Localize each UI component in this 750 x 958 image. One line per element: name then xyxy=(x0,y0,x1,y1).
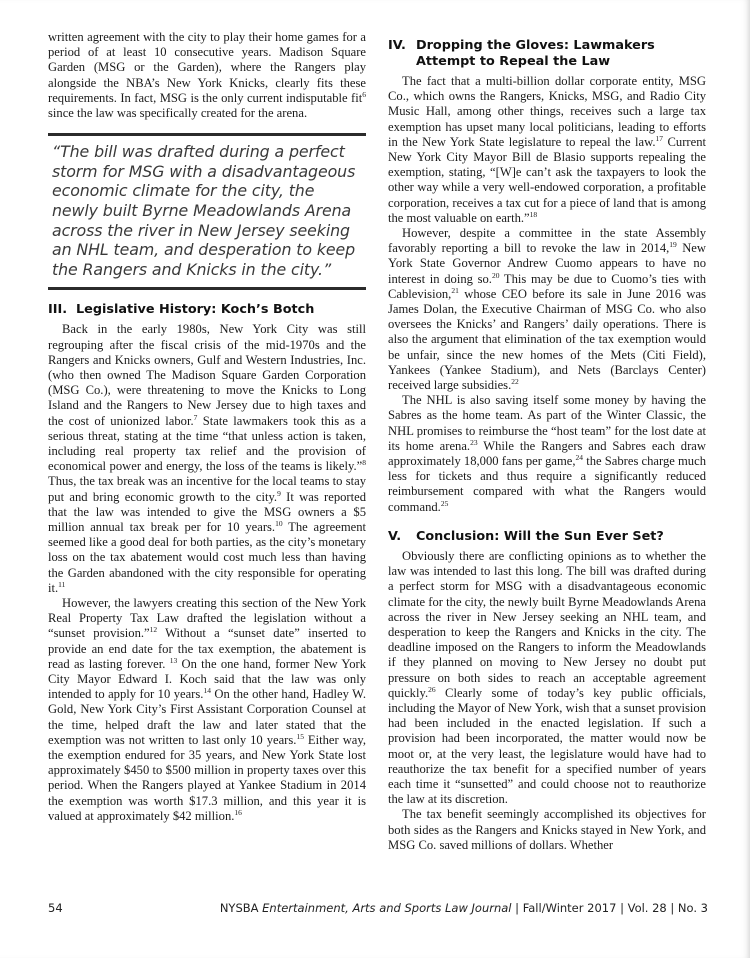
text-run: State lawmakers took this as a serious threat, stating at the time “that unless action is taken, including real property tax relief and the provision of economical power and energy, the loss of the teams is likely.” xyxy=(48,413,367,474)
paragraph xyxy=(388,549,706,807)
section-number: V. xyxy=(388,528,402,544)
text-run: While the Rangers and Sabres each draw approximately 18,000 fans per game, xyxy=(388,438,706,469)
footnote-ref: 18 xyxy=(529,209,538,219)
footnote-ref: 15 xyxy=(296,731,304,741)
text-run: The NHL is also saving itself some money by having the Sabres as the home team. As part of the Winter Classic, the NHL promises to reimburse the “host team” for the lost date at its home arena. xyxy=(388,393,706,453)
section-title: Conclusion: Will the Sun Ever Set? xyxy=(416,528,664,544)
paragraph xyxy=(388,807,706,853)
text-run: the Sabres charge much less for tickets and thus require a significantly reduced reimbursement compared with what the Rangers would command. xyxy=(388,454,706,514)
page-number: 54 xyxy=(48,901,63,915)
right-column xyxy=(388,30,706,853)
text-run: On the other hand, Hadley W. Gold, New York City’s First Assistant Corporation Counsel at the time, helped draft the law and later stated that the exemption was not written to last only 10 years. xyxy=(48,687,366,747)
footnote-ref: 11 xyxy=(58,579,66,589)
journal-title: Entertainment, Arts and Sports Law Journal xyxy=(262,901,512,915)
section-heading-v xyxy=(388,529,706,545)
journal-prefix: NYSBA xyxy=(219,901,263,915)
continued-paragraph xyxy=(48,30,366,121)
pull-quote: “The bill was drafted during a perfect storm for MSG with a disadvantageous economic climate for the city, the newly built Byrne Meadowlands Arena across the river in New Jersey seeking an NHL team, and desperation to keep the Rangers and Knicks in the city.” xyxy=(48,133,366,290)
paragraph xyxy=(48,596,366,824)
text-run: Thus, the tax break was an incentive for the local teams to stay put and bring economic growth to the city. xyxy=(48,474,366,504)
footnote-ref: 23 xyxy=(470,437,478,447)
footnote-ref: 10 xyxy=(275,518,283,528)
journal-citation xyxy=(220,901,708,915)
paragraph xyxy=(388,226,706,393)
footnote-ref: 14 xyxy=(203,686,211,696)
footnote-ref: 6 xyxy=(362,89,366,99)
text-run: Without a “sunset date” inserted to provide an end date for the tax exemption, the abatement is read as lasting forever. xyxy=(48,626,366,671)
section-number: III. xyxy=(48,302,68,318)
footnote-ref: 9 xyxy=(277,488,281,498)
footnote-ref: 26 xyxy=(428,684,436,694)
section-title: Dropping the Gloves: Lawmakers Attempt to Repeal the Law xyxy=(416,38,655,69)
footnote-ref: 16 xyxy=(234,807,242,817)
text-run: Obviously there are conflicting opinions as to whether the law was intended to last this long. The bill was drafted during a perfect storm for MSG with a disadvantageous economic climate for the city, the newly built Byrne Meadowlands Arena across the river in New Jersey seeking an NHL team, and desperation to keep the Rangers and Knicks in the city. The deadline imposed on the Rangers to inform the Meadowlands if they planned on moving to New Jersey no doubt put pressure on both sides to reach an acceptable agreement quickly. xyxy=(388,548,706,700)
text-run: The agreement seemed like a good deal for both parties, as the city’s monetary loss on the tax abatement would cost much less than having the Garden abandoned with the city responsible for operating it. xyxy=(48,520,366,595)
text-run: Current New York City Mayor Bill de Blasio supports repealing the exemption, stating, “[W]e can’t ask the taxpayers to look the other way while a very well-endowed corporation, a profitable corporation, receives a tax cut for a piece of land that is among the most valuable on earth.” xyxy=(388,134,706,225)
footnote-ref: 24 xyxy=(575,452,584,462)
text-run: However, despite a committee in the state Assembly favorably reporting a bill to revoke the law in 2014, xyxy=(388,226,706,256)
text-run: New York State Governor Andrew Cuomo appears to have no interest in doing so. xyxy=(388,241,706,286)
text-run: Back in the early 1980s, New York City was still regrouping after the fiscal crisis of the mid-1970s and the Rangers and Knicks owners, Gulf and Western Industries, Inc. (who then owned The Madison Square Garden Corporation (MSG Co.), were threatening to move the Knicks to Long Island and the Rangers to New Jersey due to high taxes and the cost of unionized labor. xyxy=(48,322,366,428)
paragraph xyxy=(388,393,706,515)
footnote-ref: 17 xyxy=(655,133,664,143)
text-run: The tax benefit seemingly accomplished its objectives for both sides as the Rangers and Knicks stayed in New York, and MSG Co. saved millions of dollars. Whether xyxy=(388,807,706,852)
footnote-ref: 21 xyxy=(451,285,459,295)
footnote-ref: 7 xyxy=(193,412,198,422)
text-run: On the one hand, former New York City Mayor Edward I. Koch said that the law was only intended to apply for 10 years. xyxy=(48,656,366,702)
footnote-ref: 12 xyxy=(149,625,158,635)
footnote-ref: 8 xyxy=(362,458,366,468)
text-run: Either way, the exemption endured for 35 years, and New York State lost approximately $450 to $500 million in property taxes over this period. When the Rangers played at Yankee Stadium in 2014 the exemption was worth $17.3 million, and this year it is valued at approximately $42 million. xyxy=(48,732,367,823)
paragraph xyxy=(48,322,366,596)
footnote-ref: 22 xyxy=(511,376,519,386)
journal-issue: | Fall/Winter 2017 | Vol. 28 | No. 3 xyxy=(511,901,708,915)
text-run: whose CEO before its sale in June 2016 was James Dolan, the Executive Chairman of MSG Co. who also oversees the Knicks’ and Rangers’ daily operations. There is also the argument that elimination of the tax exemption would be unfair, since the new homes of the Mets (Citi Field), Yankees (Yankee Stadium), and Nets (Barclays Center) received large subsidies. xyxy=(388,286,706,393)
continued-text-end: since the law was specifically created for the arena. xyxy=(48,106,308,121)
text-run: Clearly some of today’s key public officials, including the Mayor of New York, wish that a sunset provision had been included in the enacted legislation. If such a provision had been incorporated, the matter would now be moot or, at the very least, the legislature would have had to reauthorize the tax benefit for a specified number of years each time it “sunsetted” and could choose not to reauthorize the law at its discretion. xyxy=(388,685,706,807)
text-run: This may be due to Cuomo’s ties with Cablevision, xyxy=(388,271,706,301)
footnote-ref: 25 xyxy=(440,498,449,508)
footnote-ref: 13 xyxy=(169,655,178,665)
text-run: However, the lawyers creating this section of the New York Real Property Tax Law drafted the legislation without a “sunset provision.” xyxy=(48,596,366,641)
left-column xyxy=(48,30,366,824)
section-heading-iv xyxy=(388,38,706,70)
section-title: Legislative History: Koch’s Botch xyxy=(76,302,315,318)
section-heading-iii xyxy=(48,302,366,318)
footnote-ref: 19 xyxy=(669,240,677,250)
text-run: It was reported that the law was intended to give the MSG owners a $5 million annual tax break per for 10 years. xyxy=(48,489,366,535)
footnote-ref: 20 xyxy=(491,270,500,280)
continued-text: written agreement with the city to play their home games for a period of at least 10 consecutive years. Madison Square Garden (MSG or the Garden), where the Rangers play alongside the NBA’s New York Knicks, clearly fits these requirements. In fact, MSG is the only current indisputable fit xyxy=(48,30,366,105)
paragraph xyxy=(388,74,706,226)
text-run: The fact that a multi-billion dollar corporate entity, MSG Co., which owns the Rangers, Knicks, MSG, and Radio City Music Hall, among other things, receives such a large tax exemption has upset many local politicians, leading to efforts in the New York State legislature to repeal the law. xyxy=(388,74,706,149)
section-number: IV. xyxy=(388,38,406,53)
